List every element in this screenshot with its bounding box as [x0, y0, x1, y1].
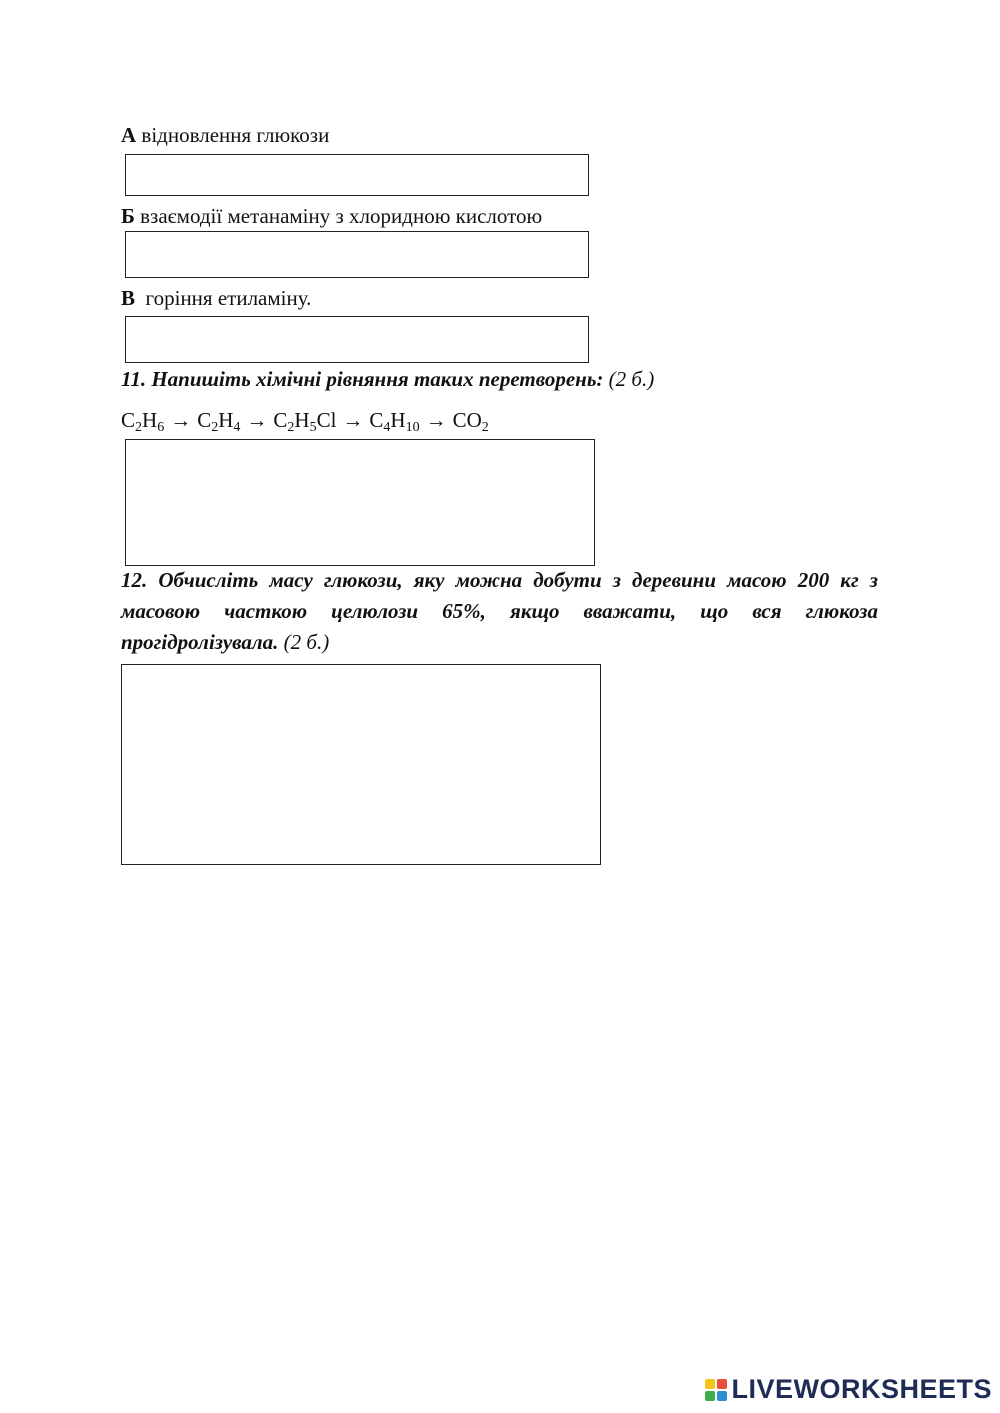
item-v-letter: В — [121, 286, 136, 310]
answer-field-12[interactable] — [121, 664, 601, 865]
arrow-2: → — [246, 408, 268, 432]
logo-text: LIVEWORKSHEETS — [731, 1374, 992, 1404]
answer-field-v[interactable] — [125, 316, 589, 363]
formula-c2h6: $C_2H_6$ — [121, 408, 165, 435]
item-a-text: відновлення глюкози — [136, 123, 330, 147]
arrow-4: → — [425, 408, 447, 432]
item-a-label — [121, 123, 329, 147]
task-12-heading — [121, 565, 878, 658]
task-11-heading — [121, 364, 654, 395]
item-b-text: взаємодії метанаміну з хлоридною кислотою — [134, 204, 543, 228]
reaction-chain — [121, 407, 489, 433]
answer-field-b[interactable] — [125, 231, 589, 278]
item-v-label — [121, 286, 311, 310]
task-11-points: (2 б.) — [603, 367, 655, 391]
formula-co2: $CO_2$ — [452, 408, 489, 435]
logo-mark-icon — [705, 1379, 727, 1401]
formula-c2h4: $C_2H_4$ — [197, 408, 241, 435]
task-12-points: (2 б.) — [278, 630, 330, 654]
arrow-3: → — [342, 408, 364, 432]
liveworksheets-logo — [705, 1374, 992, 1405]
task-12-title: 12. Обчисліть масу глюкози, яку можна добути з деревини масою 200 кг з масовою часткою целюлози 65%, якщо вважати, що вся глюкоза прогідролізувала. — [121, 568, 878, 654]
item-v-text: горіння етиламіну. — [135, 286, 312, 310]
arrow-1: → — [170, 408, 192, 432]
task-11-title: 11. Напишіть хімічні рівняння таких перетворень: — [121, 367, 604, 391]
answer-field-a[interactable] — [125, 154, 589, 196]
formula-c4h10: $C_4H_{10}$ — [369, 408, 420, 435]
item-b-label — [121, 204, 542, 228]
item-b-letter: Б — [121, 204, 135, 228]
formula-c2h5cl: $C_2H_5Cl$ — [273, 408, 337, 435]
answer-field-11[interactable] — [125, 439, 595, 566]
item-a-letter: А — [121, 123, 137, 147]
